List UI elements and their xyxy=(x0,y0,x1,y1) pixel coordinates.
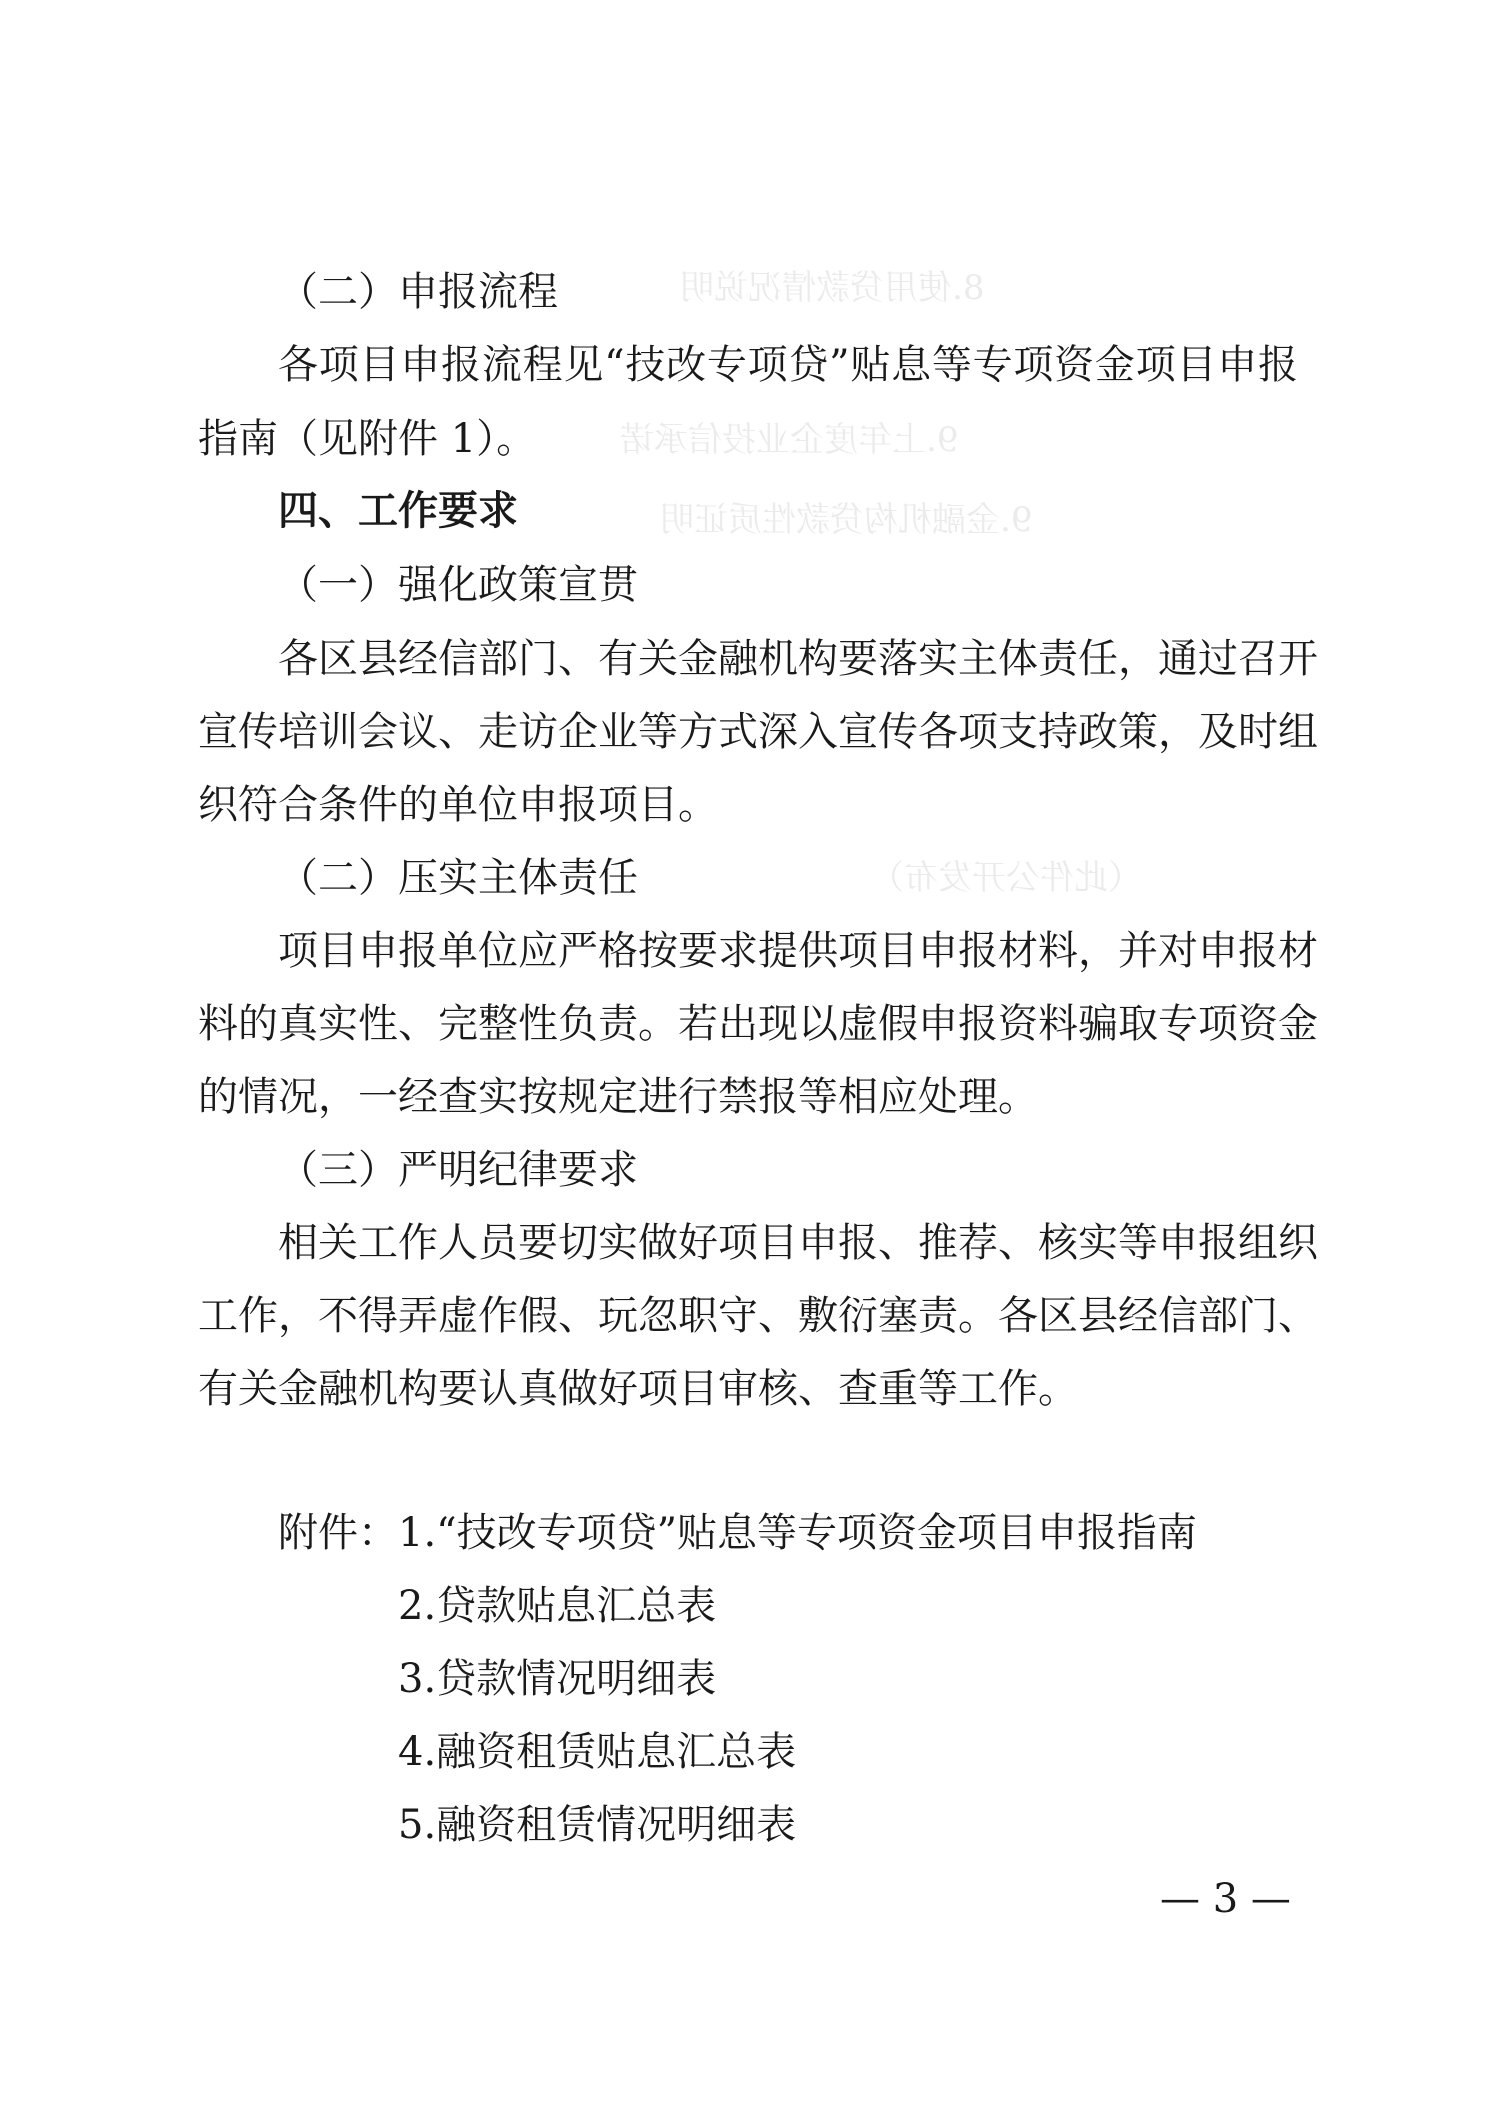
paragraph-line: 相关工作人员要切实做好项目申报、推荐、核实等申报组织 xyxy=(278,1220,1318,1266)
section-heading-discipline: （三）严明纪律要求 xyxy=(278,1147,638,1193)
attachment-item: 3.贷款情况明细表 xyxy=(398,1656,717,1702)
section-heading-policy-promotion: （一）强化政策宣贯 xyxy=(278,562,638,608)
paragraph-line: 各项目申报流程见“技改专项贷”贴息等专项资金项目申报 xyxy=(278,342,1298,388)
attachment-item: 2.贷款贴息汇总表 xyxy=(398,1583,717,1629)
page-number: — 3 — xyxy=(1160,1876,1291,1922)
paragraph-line: 指南（见附件 1）。 xyxy=(198,416,537,462)
section-heading-responsibility: （二）压实主体责任 xyxy=(278,855,638,901)
bleed-through-line: 8.使用贷款情况说明 xyxy=(680,268,985,308)
attachment-item: 5.融资租赁情况明细表 xyxy=(398,1802,797,1848)
bleed-through-line: （此件公开发布） xyxy=(870,858,1142,898)
part-heading-work-requirements: 四、工作要求 xyxy=(278,488,518,534)
paragraph-line: 项目申报单位应严格按要求提供项目申报材料，并对申报材 xyxy=(278,928,1318,974)
paragraph-line: 宣传培训会议、走访企业等方式深入宣传各项支持政策，及时组 xyxy=(198,709,1318,755)
attachment-item: 1.“技改专项贷”贴息等专项资金项目申报指南 xyxy=(398,1510,1198,1556)
attachments-label: 附件： xyxy=(278,1510,398,1556)
section-heading-application-process: （二）申报流程 xyxy=(278,269,558,315)
paragraph-line: 有关金融机构要认真做好项目审核、查重等工作。 xyxy=(198,1366,1078,1412)
paragraph-line: 织符合条件的单位申报项目。 xyxy=(198,782,718,828)
attachment-item: 4.融资租赁贴息汇总表 xyxy=(398,1729,797,1775)
bleed-through-line: 9.金融机构贷款性质证明 xyxy=(660,500,1033,540)
paragraph-line: 工作，不得弄虚作假、玩忽职守、敷衍塞责。各区县经信部门、 xyxy=(198,1293,1318,1339)
bleed-through-line: 9.上年度企业投信承诺 xyxy=(620,420,959,460)
paragraph-line: 各区县经信部门、有关金融机构要落实主体责任，通过召开 xyxy=(278,636,1318,682)
paragraph-line: 料的真实性、完整性负责。若出现以虚假申报资料骗取专项资金 xyxy=(198,1001,1318,1047)
paragraph-line: 的情况，一经查实按规定进行禁报等相应处理。 xyxy=(198,1074,1038,1120)
